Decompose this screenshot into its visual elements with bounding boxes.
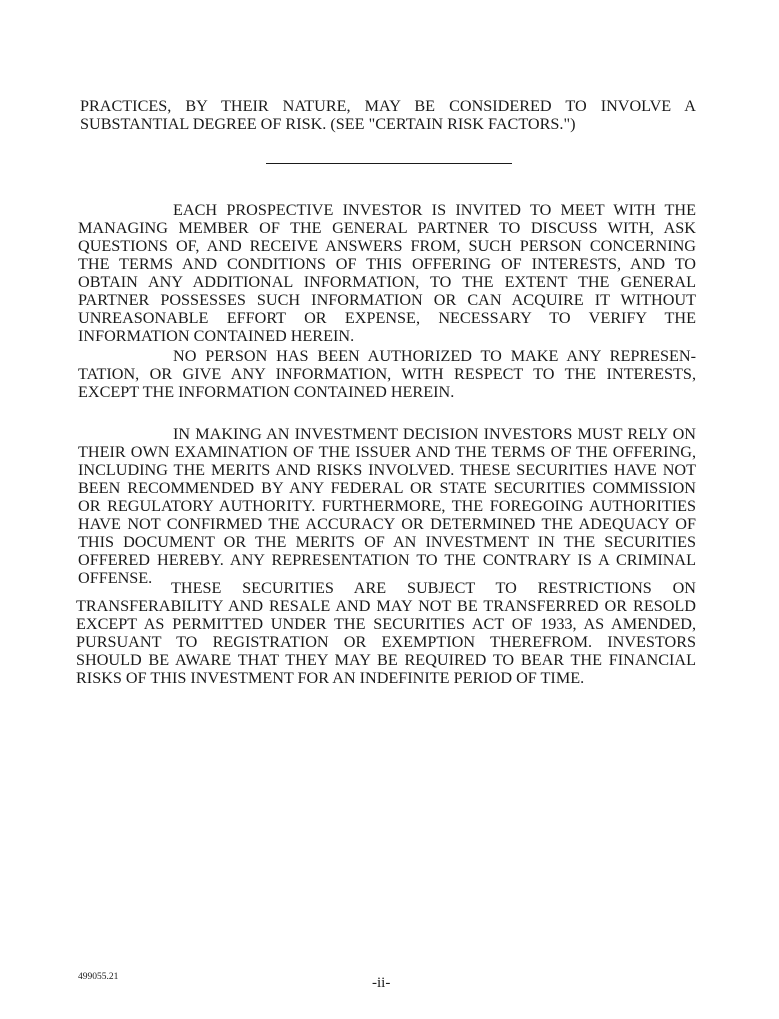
paragraph-transfer-restrictions: THESE SECURITIES ARE SUBJECT TO RESTRICTIONS ON TRANSFERABILITY AND RESALE AND MAY NOT BE TRANSFERRED OR RESOLD EXCEPT AS PERMITTED UNDER THE SECURITIES ACT OF 1933, AS AMENDED, PURSUANT TO REGISTRATION OR EXEMPTION THEREFROM. INVESTORS SHOULD BE AWARE THAT THEY MAY BE REQUIRED TO BEAR THE FINANCIAL RISKS OF THIS INVESTMENT FOR AN INDEFINITE PERIOD OF TIME. xyxy=(76,579,696,687)
paragraph-investor-meeting: EACH PROSPECTIVE INVESTOR IS INVITED TO MEET WITH THE MANAGING MEMBER OF THE GENERAL PARTNER TO DISCUSS WITH, ASK QUESTIONS OF, AND RECEIVE ANSWERS FROM, SUCH PERSON CONCERNING THE TERMS AND CONDITIONS OF THIS OFFERING OF INTERESTS, AND TO OBTAIN ANY ADDITIONAL INFORMATION, TO THE EXTENT THE GENERAL PARTNER POSSESSES SUCH INFORMATION OR CAN ACQUIRE IT WITHOUT UNREASONABLE EFFORT OR EXPENSE, NECESSARY TO VERIFY THE INFORMATION CONTAINED HEREIN. xyxy=(78,201,696,345)
paragraph-no-authorization: NO PERSON HAS BEEN AUTHORIZED TO MAKE ANY REPRESEN-TATION, OR GIVE ANY INFORMATION, WITH RESPECT TO THE INTERESTS, EXCEPT THE INFORMATION CONTAINED HEREIN. xyxy=(78,347,696,401)
page-number: -ii- xyxy=(372,975,391,991)
document-code: 499055.21 xyxy=(78,972,119,982)
section-divider xyxy=(266,163,512,164)
paragraph-risk-practices: PRACTICES, BY THEIR NATURE, MAY BE CONSIDERED TO INVOLVE A SUBSTANTIAL DEGREE OF RISK. (SEE "CERTAIN RISK FACTORS.") xyxy=(80,97,696,133)
paragraph-investment-decision: IN MAKING AN INVESTMENT DECISION INVESTORS MUST RELY ON THEIR OWN EXAMINATION OF THE ISSUER AND THE TERMS OF THE OFFERING, INCLUDING THE MERITS AND RISKS INVOLVED. THESE SECURITIES HAVE NOT BEEN RECOMMENDED BY ANY FEDERAL OR STATE SECURITIES COMMISSION OR REGULATORY AUTHORITY. FURTHERMORE, THE FOREGOING AUTHORITIES HAVE NOT CONFIRMED THE ACCURACY OR DETERMINED THE ADEQUACY OF THIS DOCUMENT OR THE MERITS OF AN INVESTMENT IN THE SECURITIES OFFERED HEREBY. ANY REPRESENTATION TO THE CONTRARY IS A CRIMINAL OFFENSE. xyxy=(78,425,696,587)
